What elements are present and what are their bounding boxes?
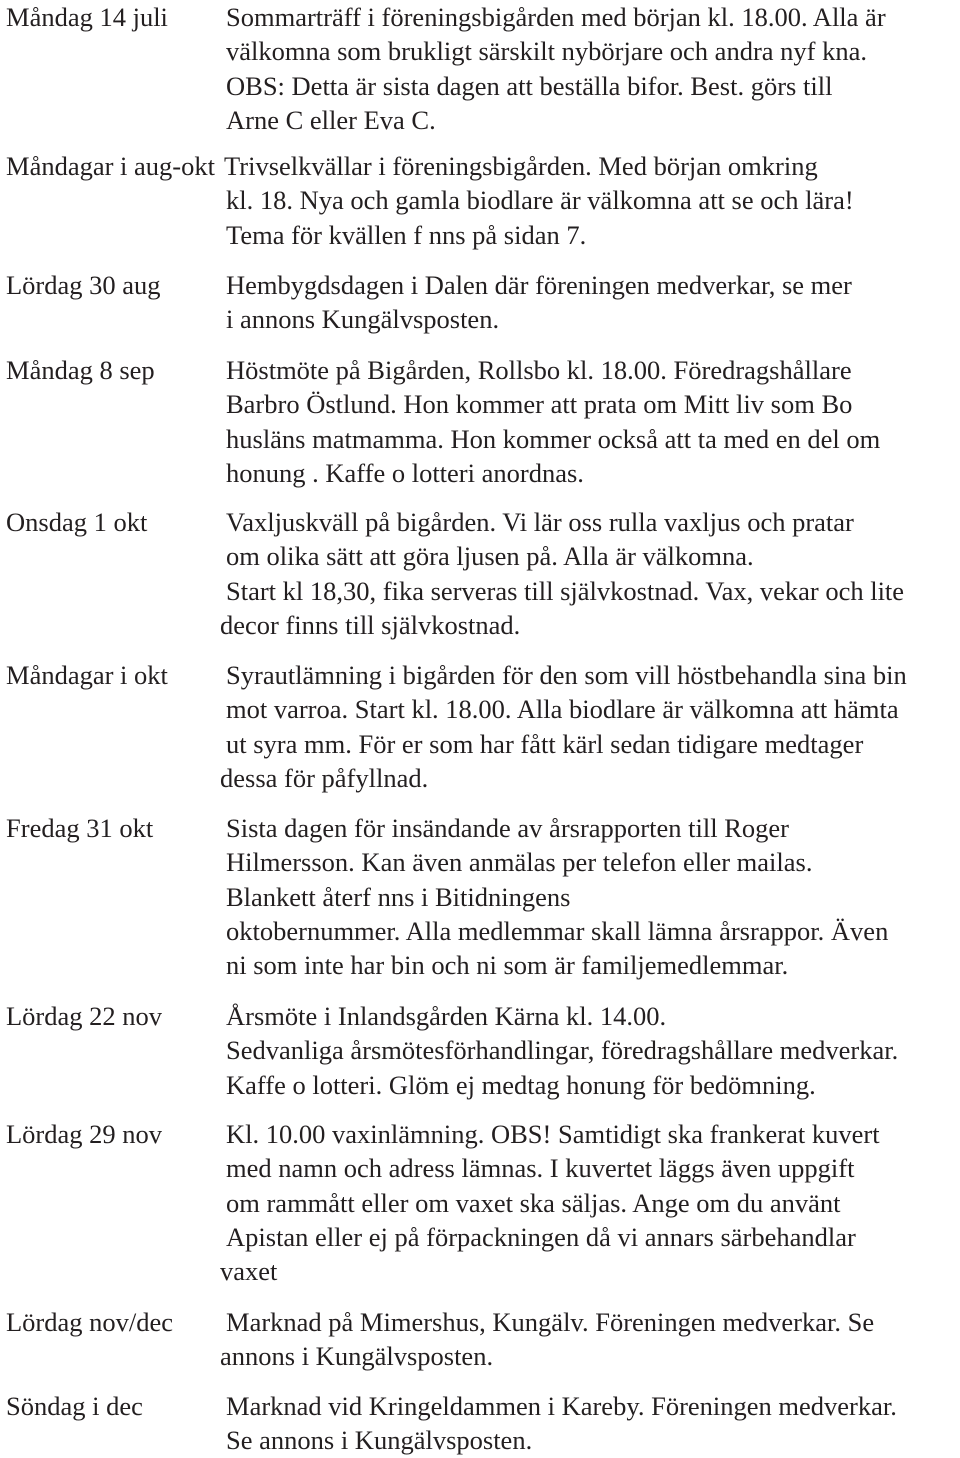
description-line: Kl. 10.00 vaxinlämning. OBS! Samtidigt ska frankerat kuvert [226, 1119, 880, 1149]
description-line: kl. 18. Nya och gamla biodlare är välkomna att se och lära! [226, 185, 854, 216]
description-line: Marknad vid Kringeldammen i Kareby. Föreningen medverkar. [226, 1391, 897, 1421]
description-line: Blankett återf nns i Bitidningens [226, 881, 571, 912]
description-line: husläns matmamma. Hon kommer också att ta med en del om [226, 423, 881, 454]
event-description [226, 811, 888, 982]
description-line: Höstmöte på Bigården, Rollsbo kl. 18.00. Föredragshållare [226, 355, 852, 385]
event-date: Onsdag 1 okt [6, 507, 148, 537]
description-line: välkomna som brukligt särskilt nybörjare och andra nyf kna. [226, 36, 867, 67]
description-line: Sedvanliga årsmötesförhandlingar, föredragshållare medverkar. [226, 1035, 899, 1066]
event-description [220, 1305, 875, 1374]
description-line: Hembygdsdagen i Dalen där föreningen medverkar, se mer [226, 270, 852, 300]
description-line: annons i Kungälvsposten. [220, 1341, 494, 1372]
event-date: Lördag 29 nov [6, 1119, 163, 1149]
event-description [226, 1389, 897, 1458]
description-line: Apistan eller ej på förpackningen då vi annars särbehandlar [226, 1221, 856, 1252]
description-line: i annons Kungälvsposten. [226, 304, 500, 335]
event-description [220, 1117, 880, 1288]
description-line: vaxet [220, 1256, 278, 1287]
description-line: Sommarträff i föreningsbigården med början kl. 18.00. Alla är [226, 2, 886, 32]
description-line: dessa för påfyllnad. [220, 762, 429, 793]
event-date: Måndag 14 juli [6, 2, 168, 32]
description-line: Trivselkvällar i föreningsbigården. Med början omkring [224, 151, 818, 181]
event-description [226, 268, 852, 337]
description-line: mot varroa. Start kl. 18.00. Alla biodlare är välkomna att hämta [226, 694, 899, 725]
event-date: Fredag 31 okt [6, 813, 154, 843]
description-line: OBS: Detta är sista dagen att beställa bifor. Best. görs till [226, 70, 833, 101]
description-line: Barbro Östlund. Hon kommer att prata om Mitt liv som Bo [226, 389, 853, 420]
event-date: Måndagar i okt [6, 660, 168, 690]
description-line: om olika sätt att göra ljusen på. Alla är välkomna. [226, 541, 754, 572]
event-description [226, 999, 898, 1102]
event-date: Måndagar i aug-okt [6, 151, 215, 181]
description-line: Vaxljuskväll på bigården. Vi lär oss rulla vaxljus och pratar [226, 507, 854, 537]
description-line: om rammått eller om vaxet ska säljas. Ange om du använt [226, 1187, 841, 1218]
description-line: Sista dagen för insändande av årsrapporten till Roger [226, 813, 789, 843]
description-line: Syrautlämning i bigården för den som vill höstbehandla sina bin [226, 660, 907, 690]
description-line: Marknad på Mimershus, Kungälv. Föreningen medverkar. Se [226, 1307, 875, 1337]
description-line: Hilmersson. Kan även anmälas per telefon eller mailas. [226, 847, 813, 878]
event-description [226, 0, 886, 137]
description-line: Arne C eller Eva C. [226, 104, 436, 135]
event-inline-line [6, 149, 818, 183]
event-description [220, 658, 907, 795]
description-line: Kaffe o lotteri. Glöm ej medtag honung för bedömning. [226, 1069, 816, 1100]
event-date: Lördag nov/dec [6, 1307, 174, 1337]
description-line: med namn och adress lämnas. I kuvertet läggs även uppgift [226, 1153, 855, 1184]
description-line: ut syra mm. För er som har fått kärl sedan tidigare medtager [226, 728, 864, 759]
description-line: Se annons i Kungälvsposten. [226, 1425, 533, 1456]
description-line: Årsmöte i Inlandsgården Kärna kl. 14.00. [226, 1001, 667, 1031]
event-description [220, 505, 905, 642]
event-date: Måndag 8 sep [6, 355, 155, 385]
description-line: ni som inte har bin och ni som är familjemedlemmar. [226, 950, 789, 981]
event-date: Lördag 22 nov [6, 1001, 163, 1031]
event-date: Söndag i dec [6, 1391, 143, 1421]
description-line: Start kl 18,30, fika serveras till självkostnad. Vax, vekar och lite [226, 575, 905, 606]
description-line: honung . Kaffe o lotteri anordnas. [226, 457, 584, 488]
event-description [226, 353, 880, 490]
event-date: Lördag 30 aug [6, 270, 161, 300]
event-description [226, 183, 854, 252]
description-line: Tema för kvällen f nns på sidan 7. [226, 219, 587, 250]
description-line: oktobernummer. Alla medlemmar skall lämna årsrappor. Även [226, 915, 889, 946]
description-line: decor finns till självkostnad. [220, 609, 521, 640]
